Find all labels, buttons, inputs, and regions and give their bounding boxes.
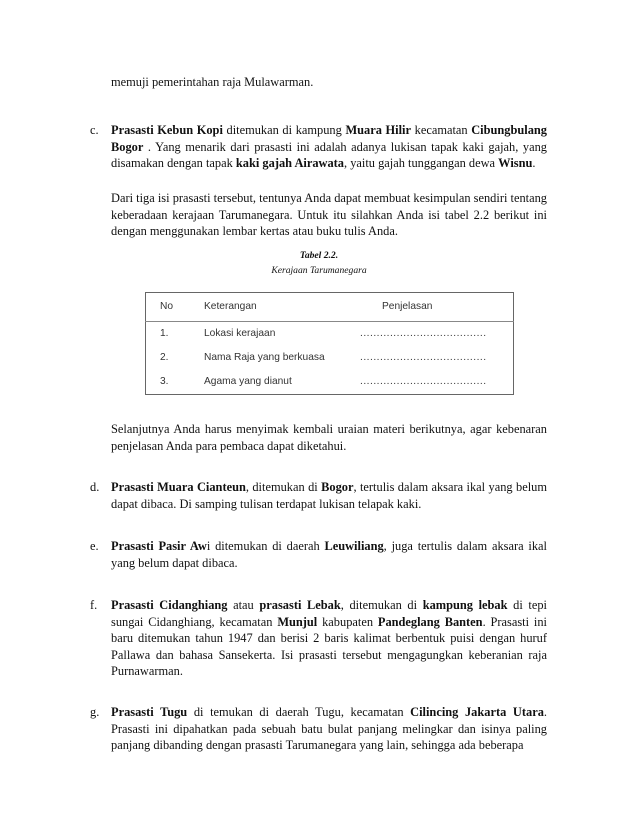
cell-no: 2. — [160, 351, 169, 363]
cell-no: 1. — [160, 327, 169, 339]
data-table — [145, 292, 514, 395]
item-text: Prasasti Cidanghiang atau prasasti Lebak, ditemukan di kampung lebak di tepi sungai Cidanghiang, kecamatan Munjul kabupaten Pandeglang Banten. Prasasti ini baru ditemukan tahun 1947 dan berisi 2 baris kalimat berbentuk puisi dengan huruf Pallawa dan bahasa Sansekerta. Isi prasasti tersebut mengagungkan keberanian raja Purnawarman. — [111, 598, 547, 679]
cell-keterangan: Agama yang dianut — [204, 375, 292, 387]
item-label: d. — [90, 480, 100, 494]
paragraph-selanjutnya: Selanjutnya Anda harus menyimak kembali uraian materi berikutnya, agar kebenaran penjelasan Anda para pembaca dapat diketahui. — [111, 422, 547, 453]
table-row — [146, 370, 514, 395]
intro-line: memuji pemerintahan raja Mulawarman. — [111, 75, 314, 89]
cell-keterangan: Nama Raja yang berkuasa — [204, 351, 325, 363]
header-no: No — [146, 293, 199, 322]
table-row — [146, 322, 514, 347]
table-caption-number: Tabel 2.2. — [299, 250, 339, 261]
item-text: Prasasti Kebun Kopi ditemukan di kampung Muara Hilir kecamatan Cibungbulang Bogor . Yang menarik dari prasasti ini adalah adanya lukisan tapak kaki gajah, yang disamakan dengan tapak kaki gajah Airawata, yaitu gajah tunggangan dewa Wisnu. — [111, 123, 547, 171]
item-text: Prasasti Muara Cianteun, ditemukan di Bogor, tertulis dalam aksara ikal yang belum dapat dibaca. Di samping tulisan terdapat lukisan telapak kaki. — [111, 480, 547, 511]
header-keterangan: Keterangan — [198, 293, 342, 322]
item-text: Prasasti Tugu di temukan di daerah Tugu, kecamatan Cilincing Jakarta Utara. Prasasti ini dipahatkan pada sebuah batu bulat panjang melingkar dan isinya paling panjang dibanding dengan prasasti Tarumanegara yang lain, sehingga ada beberapa — [111, 705, 547, 753]
item-label: f. — [90, 598, 98, 612]
header-penjelasan: Penjelasan — [342, 293, 514, 322]
paragraph-tiga: Dari tiga isi prasasti tersebut, tentunya Anda dapat membuat kesimpulan sendiri tentang keberadaan kerajaan Tarumanegara. Untuk itu silahkan Anda isi tabel 2.2 berikut ini dengan menggunakan lembar kertas atau buku tulis Anda. — [111, 191, 547, 239]
table-caption-title: Kerajaan Tarumanegara — [271, 265, 367, 276]
item-label: e. — [90, 539, 99, 553]
cell-penjelasan: ...................................... — [360, 375, 487, 387]
cell-penjelasan: ...................................... — [360, 327, 487, 339]
item-text: Prasasti Pasir Awi ditemukan di daerah Leuwiliang, juga tertulis dalam aksara ikal yang belum dapat dibaca. — [111, 539, 547, 570]
cell-penjelasan: ...................................... — [360, 351, 487, 363]
cell-keterangan: Lokasi kerajaan — [204, 327, 276, 339]
item-label: c. — [90, 123, 99, 137]
table-header-row — [146, 293, 514, 322]
table-row — [146, 346, 514, 370]
item-label: g. — [90, 705, 100, 719]
cell-no: 3. — [160, 375, 169, 387]
